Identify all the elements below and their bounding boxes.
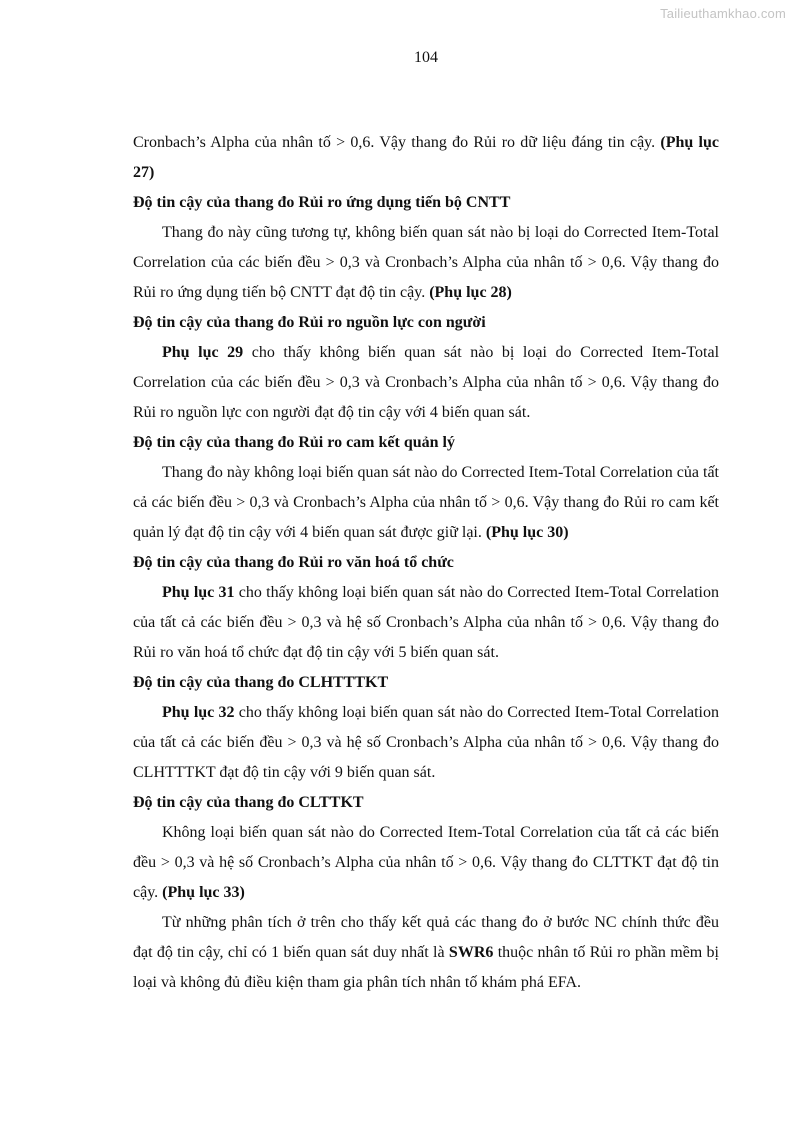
page-number: 104 — [414, 49, 438, 66]
appendix-ref-29: Phụ lục 29 — [162, 344, 244, 361]
section-heading-it-progress: Độ tin cậy của thang đo Rủi ro ứng dụng tiến bộ CNTT — [133, 194, 511, 211]
section-heading-clttkt: Độ tin cậy của thang đo CLTTKT — [133, 794, 364, 811]
section-heading-clhtttkt: Độ tin cậy của thang đo CLHTTTKT — [133, 674, 389, 691]
variable-code: SWR6 — [448, 944, 494, 961]
intro-paragraph — [133, 128, 719, 188]
appendix-ref-27: (Phụ lục 27) — [133, 134, 720, 181]
paragraph-text: Thang đo này không loại biến quan sát nào do Corrected Item-Total Correlation của tất cả các biến đều > 0,3 và Cronbach’s Alpha của nhân tố > 0,6. Vậy thang đo Rủi ro cam kết quản lý đạt độ tin cậy với 4 biến quan sát được giữ lại. — [133, 464, 719, 541]
paragraph-text: cho thấy không loại biến quan sát nào do Corrected Item-Total Correlation của tất cả các biến đều > 0,3 và hệ số Cronbach’s Alpha của nhân tố > 0,6. Vậy thang đo Rủi ro văn hoá tổ chức đạt độ tin cậy với 5 biến quan sát. — [133, 584, 720, 661]
paragraph-organizational-culture — [133, 578, 719, 668]
watermark: Tailieuthamkhao.com — [660, 6, 786, 21]
paragraph-clttkt — [133, 818, 719, 908]
paragraph-text: cho thấy không biến quan sát nào bị loại do Corrected Item-Total Correlation của các biến đều > 0,3 và Cronbach’s Alpha của nhân tố > 0,6. Vậy thang đo Rủi ro nguồn lực con người đạt độ tin cậy với 4 biến quan sát. — [133, 344, 720, 421]
conclusion-paragraph — [133, 908, 719, 998]
section-heading-management-commitment: Độ tin cậy của thang đo Rủi ro cam kết quản lý — [133, 434, 455, 451]
appendix-ref-30: (Phụ lục 30) — [485, 524, 569, 541]
appendix-ref-28: (Phụ lục 28) — [429, 284, 512, 301]
paragraph-it-progress — [133, 218, 719, 308]
paragraph-clhtttkt — [133, 698, 719, 788]
appendix-ref-32: Phụ lục 32 — [162, 704, 235, 721]
conclusion-text-before: Từ những phân tích ở trên cho thấy kết quả các thang đo ở bước NC chính thức đều đạt độ tin cậy, chỉ có 1 biến quan sát duy nhất là — [133, 914, 719, 961]
paragraph-management-commitment — [133, 458, 719, 548]
conclusion-text-after: thuộc nhân tố Rủi ro phần mềm bị loại và không đủ điều kiện tham gia phân tích nhân tố khám phá EFA. — [133, 944, 720, 991]
paragraph-text: Không loại biến quan sát nào do Corrected Item-Total Correlation của tất cả các biến đều > 0,3 và hệ số Cronbach’s Alpha của nhân tố > 0,6. Vậy thang đo CLTTKT đạt độ tin cậy. — [133, 824, 719, 901]
section-heading-human-resources: Độ tin cậy của thang đo Rủi ro nguồn lực con người — [133, 314, 486, 331]
section-heading-organizational-culture: Độ tin cậy của thang đo Rủi ro văn hoá tổ chức — [133, 554, 454, 571]
paragraph-text: Thang đo này cũng tương tự, không biến quan sát nào bị loại do Corrected Item-Total Correlation của các biến đều > 0,3 và Cronbach’s Alpha của nhân tố > 0,6. Vậy thang đo Rủi ro ứng dụng tiến bộ CNTT đạt độ tin cậy. — [133, 224, 719, 301]
appendix-ref-33: (Phụ lục 33) — [162, 884, 245, 901]
intro-text: Cronbach’s Alpha của nhân tố > 0,6. Vậy thang đo Rủi ro dữ liệu đáng tin cậy. — [133, 134, 661, 151]
paragraph-text: cho thấy không loại biến quan sát nào do Corrected Item-Total Correlation của tất cả các biến đều > 0,3 và hệ số Cronbach’s Alpha của nhân tố > 0,6. Vậy thang đo CLHTTTKT đạt độ tin cậy với 9 biến quan sát. — [133, 704, 720, 781]
document-body — [133, 128, 719, 998]
appendix-ref-31: Phụ lục 31 — [162, 584, 235, 601]
paragraph-human-resources — [133, 338, 719, 428]
